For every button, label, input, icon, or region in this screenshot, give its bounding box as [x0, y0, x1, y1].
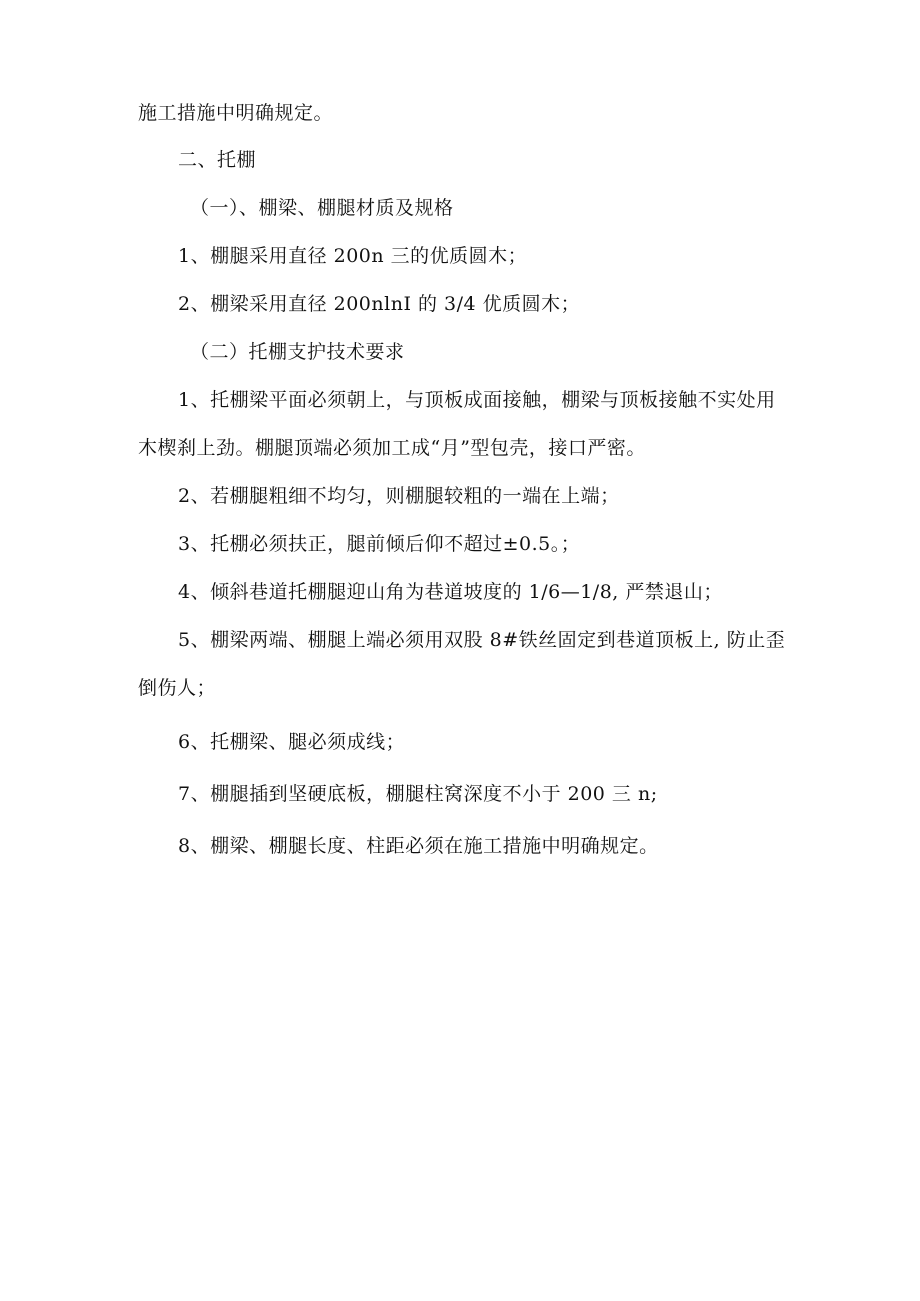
requirement-item-1-line-2: 木楔刹上劲。棚腿顶端必须加工成“月”型包壳，接口严密。 — [138, 437, 646, 459]
requirement-item-7: 7、棚腿插到坚硬底板，棚腿柱窝深度不小于 200 三 n; — [178, 783, 658, 805]
requirement-item-1-line-1: 1、托棚梁平面必须朝上，与顶板成面接触，棚梁与顶板接触不实处用 — [178, 389, 776, 411]
requirement-item-8: 8、棚梁、棚腿长度、柱距必须在施工措施中明确规定。 — [178, 835, 659, 857]
requirement-item-6: 6、托棚梁、腿必须成线； — [178, 731, 406, 753]
requirement-item-3: 3、托棚必须扶正，腿前倾后仰不超过±0.5。； — [178, 533, 581, 555]
subsection-heading-requirements: （二）托棚支护技术要求 — [190, 341, 405, 363]
material-item-2: 2、棚梁采用直径 200nlnI 的 3/4 优质圆木； — [178, 293, 581, 315]
requirement-item-5-line-1: 5、棚梁两端、棚腿上端必须用双股 8#铁丝固定到巷道顶板上, 防止歪 — [178, 629, 786, 651]
requirement-item-5-line-2: 倒伤人； — [138, 677, 217, 699]
requirement-item-4: 4、倾斜巷道托棚腿迎山角为巷道坡度的 1/6—1/8, 严禁退山； — [178, 581, 723, 603]
continuation-text: 施工措施中明确规定。 — [138, 102, 334, 124]
section-heading: 二、托棚 — [178, 149, 257, 171]
material-item-1: 1、棚腿采用直径 200n 三的优质圆木； — [178, 245, 528, 267]
requirement-item-2: 2、若棚腿粗细不均匀，则棚腿较粗的一端在上端； — [178, 485, 620, 507]
subsection-heading-materials: （一）、棚梁、棚腿材质及规格 — [190, 197, 454, 219]
